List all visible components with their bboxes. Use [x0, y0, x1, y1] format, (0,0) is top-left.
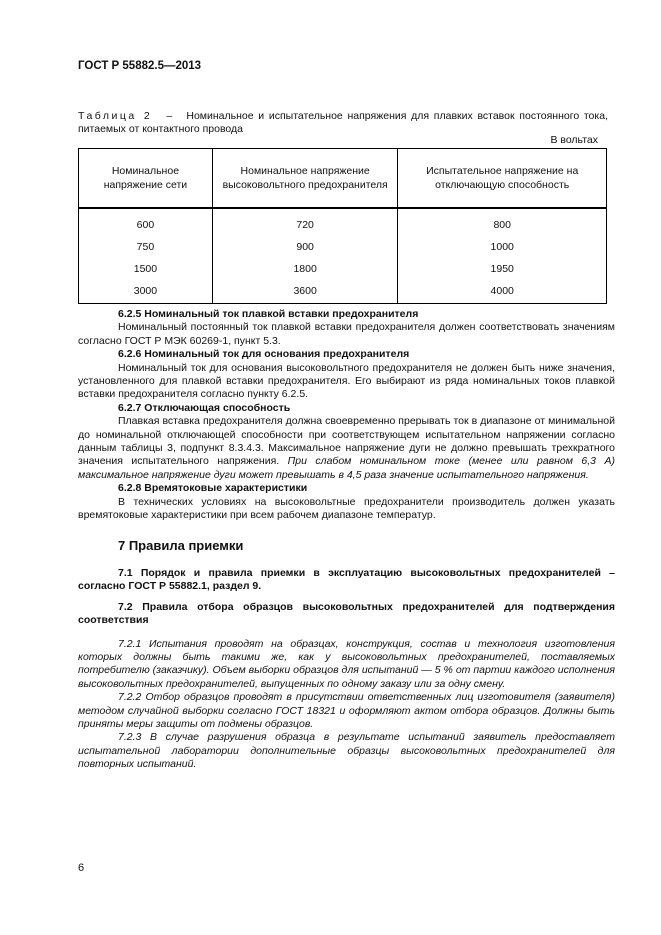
table-cell: 3000: [79, 280, 213, 304]
table-header-cell: Номинальное напряжение сети: [79, 149, 213, 209]
table-row: [79, 236, 607, 258]
paragraph: Номинальный постоянный ток плавкой вставки предохранителя должен соответствовать значениям согласно ГОСТ Р МЭК 60269-1, пункт 5.3.: [78, 321, 615, 347]
voltage-table: [78, 148, 607, 304]
table-cell: 800: [398, 208, 607, 236]
subsection-title: 6.2.8 Времятоковые характеристики: [118, 482, 308, 495]
paragraph: 7.2.1 Испытания проводят на образцах, конструкция, состав и технология изготовления которых должны быть такими же, как у высоковольтных предохранителей, поставляемых потребителю (заказчику). Объем выборки образцов для испытаний — 5 % от партии каждого исполнения высоковольтных предохранителей, выпущенных по одному заказу или за одну смену.: [78, 637, 615, 690]
subsection-title: 6.2.6 Номинальный ток для основания предохранителя: [118, 348, 410, 361]
table-cell: 3600: [212, 280, 398, 304]
document-header: ГОСТ Р 55882.5—2013: [78, 60, 202, 72]
table-units: В вольтах: [550, 134, 598, 146]
table-header-cell: Испытательное напряжение на отключающую способность: [398, 149, 607, 209]
table-row: [79, 280, 607, 304]
table-header-row: [79, 149, 607, 209]
page-number: 6: [78, 862, 85, 874]
table-row: [79, 208, 607, 236]
table-caption-label: Таблица 2: [78, 110, 153, 122]
subsection-title: 6.2.7 Отключающая способность: [118, 401, 291, 414]
paragraph: [78, 415, 615, 482]
table-cell: 1500: [79, 258, 213, 280]
table-cell: 900: [212, 236, 398, 258]
table-caption-text: Номинальное и испытательное напряжения для плавких вставок постоянного тока, питаемых от контактного провода: [78, 110, 608, 135]
table-cell: 4000: [398, 280, 607, 304]
table-header-cell: Номинальное напряжение высоковольтного предохранителя: [212, 149, 398, 209]
subsection-title: 7.2 Правила отбора образцов высоковольтных предохранителей для подтверждения соответствия: [78, 600, 615, 627]
paragraph: 7.2.2 Отбор образцов проводят в присутствии ответственных лиц изготовителя (заявителя) методом случайной выборки согласно ГОСТ 18321 и оформляют актом отбора образцов. Должны быть приняты меры защиты от подмены образцов.: [78, 691, 615, 730]
table-caption: [78, 110, 608, 136]
paragraph: 7.2.3 В случае разрушения образца в результате испытаний заявитель предоставляет испытательной лаборатории дополнительные образцы высоковольтных предохранителей для повторных испытаний.: [78, 731, 615, 771]
paragraph-italic-text: При слабом номинальном токе (менее или равном 6,3 А) максимальное напряжение дуги может превышать в 4,5 раза значение испытательного напряжения.: [78, 455, 615, 481]
paragraph: Номинальный ток для основания высоковольтного предохранителя не должен быть ниже значения, установленного для плавкой вставки предохранителя. Его выбирают из ряда номинальных токов плавкой вставки предохранителя согласно пункту 6.2.5.: [78, 361, 615, 401]
table-cell: 600: [79, 208, 213, 236]
document-body: [78, 308, 615, 772]
paragraph-text: Плавкая вставка предохранителя должна своевременно прерывать ток в диапазоне от минимальной до номинальной отключающей способности при соответствующем испытательном напряжении согласно данным таблицы 3, подпункт 8.3.4.3. Максимальное напряжение дуги не должно превышать трехкратного значения испытательного напряжения.: [78, 415, 615, 468]
table-caption-dash: –: [166, 110, 173, 122]
table-cell: 1950: [398, 258, 607, 280]
table-cell: 1800: [212, 258, 398, 280]
table-row: [79, 258, 607, 280]
paragraph: В технических условиях на высоковольтные предохранители производитель должен указать времятоковые характеристики при всем рабочем диапазоне температур.: [78, 495, 615, 522]
subsection-title: 7.1 Порядок и правила приемки в эксплуатацию высоковольтных предохранителей – согласно ГОСТ Р 55882.1, раздел 9.: [78, 566, 615, 593]
table-cell: 750: [79, 236, 213, 258]
subsection-title: 6.2.5 Номинальный ток плавкой вставки предохранителя: [118, 308, 419, 320]
table-cell: 1000: [398, 236, 607, 258]
section-title: 7 Правила приемки: [118, 537, 244, 553]
table-cell: 720: [212, 208, 398, 236]
